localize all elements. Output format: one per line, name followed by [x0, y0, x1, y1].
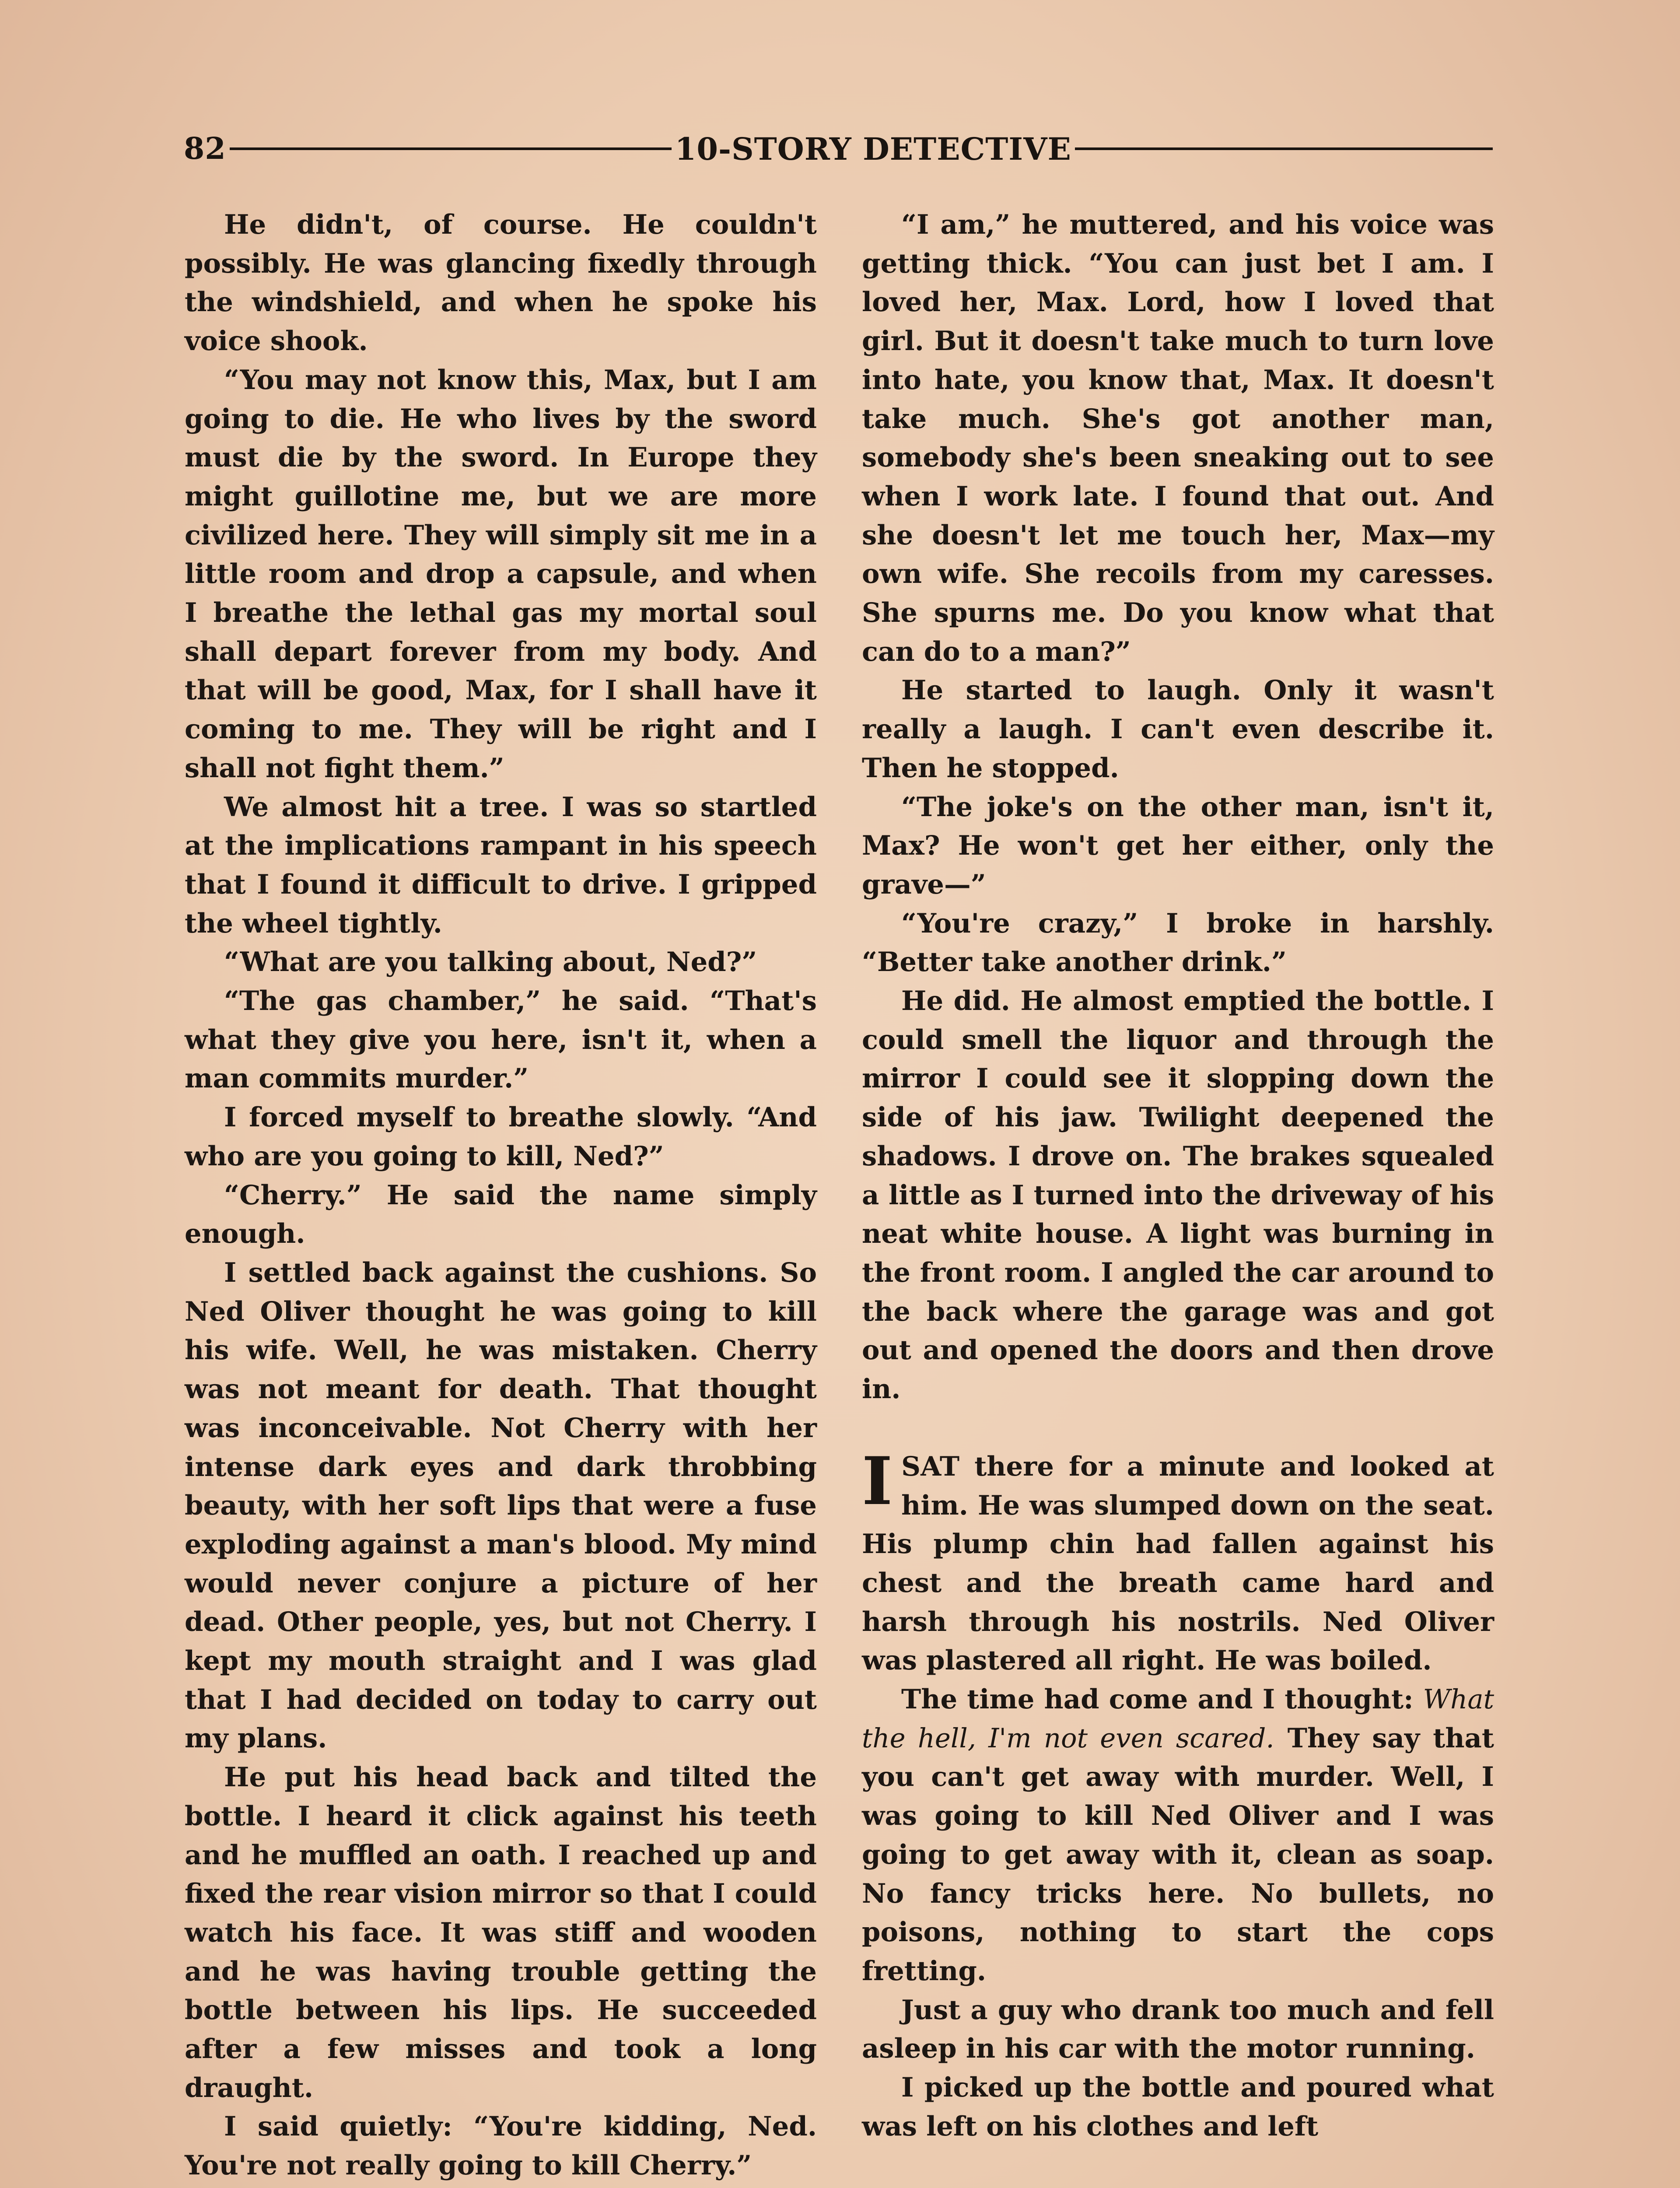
- thought-rest: They say that you can't get away with murder. Well, I was going to kill Ned Oliver and I was going to get away with it, clean as soap. No fancy tricks here. No bullets, no poisons, nothing to start the cops fretting.: [862, 1722, 1494, 1987]
- paragraph: He didn't, of course. He couldn't possibly. He was glancing fixedly through the windshield, and when he spoke his voice shook.: [185, 209, 817, 357]
- paragraph: I picked up the bottle and poured what was left on his clothes and left: [862, 2072, 1494, 2142]
- paragraph: I said quietly: “You're kidding, Ned. You're not really going to kill Cherry.”: [185, 2111, 817, 2181]
- paragraph: He put his head back and tilted the bottle. I heard it click against his teeth and he muffled an oath. I reached up and fixed the rear vision mirror so that I could watch his face. It was stiff and wooden and he was having trouble getting the bottle between his lips. He succeeded after a few misses and took a long draught.: [185, 1762, 817, 2104]
- thought-intro: The time had come and I thought:: [901, 1684, 1414, 1715]
- paragraph: He started to laugh. Only it wasn't really a laugh. I can't even describe it. Then he stopped.: [862, 675, 1494, 784]
- paragraph: “What are you talking about, Ned?”: [224, 947, 757, 978]
- drop-cap: I: [862, 1442, 893, 1520]
- left-column: [185, 206, 817, 2185]
- paragraph: “You may not know this, Max, but I am going to die. He who lives by the sword must die by the sword. In Europe they might guillotine me, but we are more civilized here. They will simply sit me in a little room and drop a capsule, and when I breathe the lethal gas my mortal soul shall depart forever from my body. And that will be good, Max, for I shall have it coming to me. They will be right and I shall not fight them.”: [185, 364, 817, 784]
- page-header: [184, 125, 1496, 173]
- paragraph: [862, 1680, 1494, 1991]
- paragraph: “Cherry.” He said the name simply enough.: [185, 1179, 817, 1250]
- paragraph: “I am,” he muttered, and his voice was getting thick. “You can just bet I am. I loved her, Max. Lord, how I loved that girl. But it doesn't take much to turn love into hate, you know that, Max. It doesn't take much. She's got another man, somebody she's been sneaking out to see when I work late. I found that out. And she doesn't let me touch her, Max—my own wife. She recoils from my caresses. She spurns me. Do you know what that can do to a man?”: [862, 209, 1494, 667]
- magazine-title: 10-STORY DETECTIVE: [675, 130, 1071, 167]
- paragraph: I forced myself to breathe slowly. “And who are you going to kill, Ned?”: [185, 1102, 817, 1172]
- right-column: [862, 206, 1494, 2146]
- paragraph: Just a guy who drank too much and fell asleep in his car with the motor running.: [862, 1994, 1494, 2065]
- paragraph: We almost hit a tree. I was so startled at the implications rampant in his speech that I found it difficult to drive. I gripped the wheel tightly.: [185, 791, 817, 939]
- paragraph: He did. He almost emptied the bottle. I could smell the liquor and through the mirror I could see it slopping down the side of his jaw. Twilight deepened the shadows. I drove on. The brakes squealed a little as I turned into the driveway of his neat white house. A light was burning in the front room. I angled the car around to the back where the garage was and got out and opened the doors and then drove in.: [862, 985, 1494, 1405]
- page-number: 82: [184, 131, 226, 166]
- drop-cap-paragraph-text: SAT there for a minute and looked at him. He was slumped down on the seat. His plump chin had fallen against his chest and the breath came hard and harsh through his nostrils. Ned Oliver was plastered all right. He was boiled.: [862, 1451, 1494, 1676]
- header-rule-right: [1075, 147, 1493, 150]
- header-rule-left: [230, 147, 672, 150]
- thought-italic: What the hell, I'm not even scared.: [862, 1684, 1494, 1754]
- paragraph: I settled back against the cushions. So Ned Oliver thought he was going to kill his wife. Well, he was mistaken. Cherry was not meant for death. That thought was inconceivable. Not Cherry with her intense dark eyes and dark throbbing beauty, with her soft lips that were a fuse exploding against a man's blood. My mind would never conjure a picture of her dead. Other people, yes, but not Cherry. I kept my mouth straight and I was glad that I had decided on today to carry out my plans.: [185, 1257, 817, 1754]
- paragraph: “The joke's on the other man, isn't it, Max? He won't get her either, only the grave—”: [862, 791, 1494, 900]
- paragraph: “You're crazy,” I broke in harshly. “Better take another drink.”: [862, 908, 1494, 978]
- paragraph: “The gas chamber,” he said. “That's what they give you here, isn't it, when a man commits murder.”: [185, 985, 817, 1094]
- section-opening-paragraph: [862, 1442, 1494, 1680]
